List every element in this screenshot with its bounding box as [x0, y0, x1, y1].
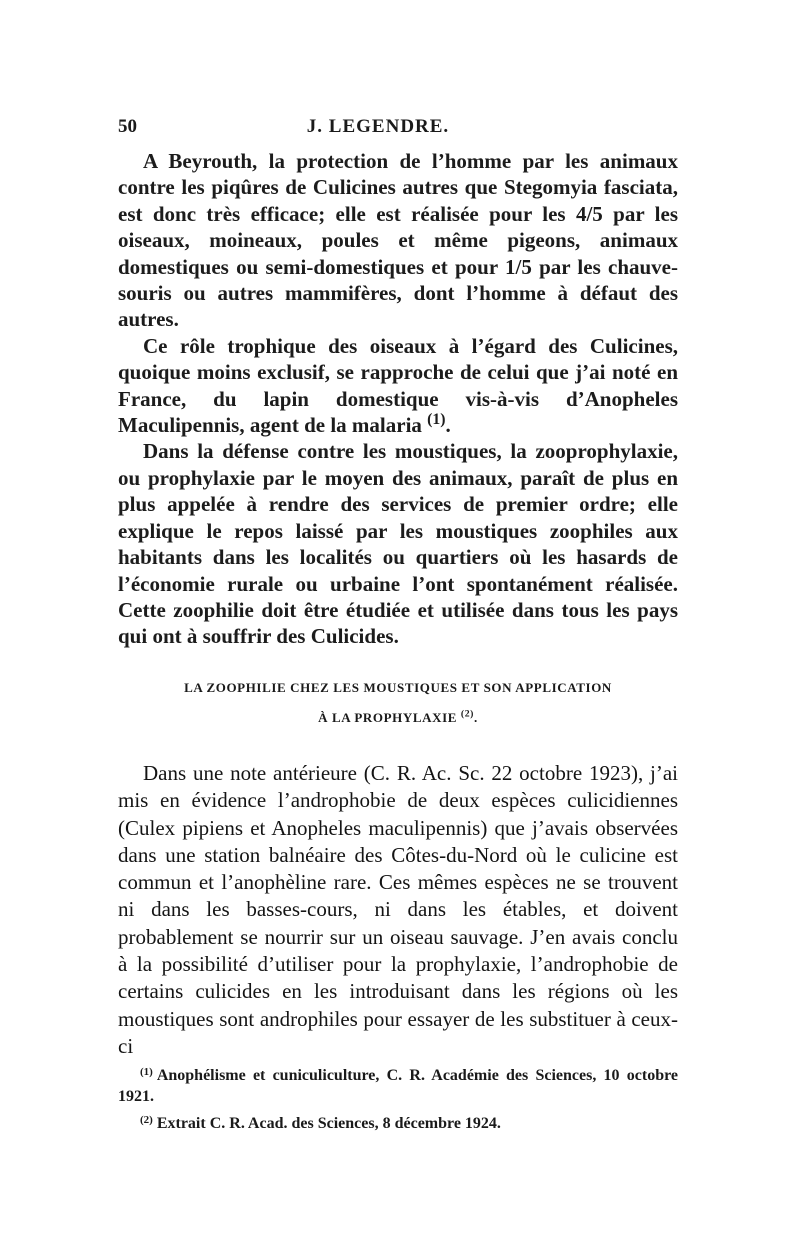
footnotes [118, 1062, 678, 1134]
section-title-line-2-text: À LA PROPHYLAXIE [318, 710, 457, 725]
footnote-2-mark: (2) [140, 1114, 153, 1126]
footnote-2-text: Extrait C. R. Acad. des Sciences, 8 décembre 1924. [156, 1115, 501, 1132]
page-header [118, 116, 678, 146]
footnote-2 [118, 1110, 678, 1134]
running-title: J. LEGENDRE. [306, 116, 450, 137]
page-number: 50 [118, 116, 137, 137]
paragraph-role-trophique [118, 333, 678, 439]
footnote-ref-2: (2) [460, 708, 475, 720]
paragraph-zooprophylaxie: Dans la défense contre les moustiques, la zooprophylaxie, ou prophylaxie par le moyen des animaux, paraît de plus en plus appelée à rendre des services de premier ordre; elle explique le repos laissé par les moustiques zoophiles aux habitants dans les localités ou quartiers où les hasards de l’économie rurale ou urbaine l’ont spontanément réalisée. Cette zoophilie doit être étudiée et utilisée dans tous les pays qui ont à souffrir des Culicides. [118, 439, 678, 649]
paragraph-beyrouth: A Beyrouth, la protection de l’homme par les animaux contre les piqûres de Culicines autres que Stegomyia fasciata, est donc très efficace; elle est réalisée pour les 4/5 par les oiseaux, moineaux, poules et même pigeons, animaux domestiques ou semi-domestiques et pour 1/5 par les chauve-souris ou autres mammifères, dont l’homme à défaut des autres. [118, 149, 678, 332]
text-block-top [118, 148, 678, 650]
paragraph-note-anterieure: Dans une note antérieure (C. R. Ac. Sc. 22 octobre 1923), j’ai mis en évidence l’androphobie de deux espèces culicidiennes (Culex pipiens et Anopheles maculipennis) que j’avais observées dans une station balnéaire des Côtes-du-Nord où le culicine est commun et l’anophèline rare. Ces mêmes espèces ne se trouvent ni dans les basses-cours, ni dans les étables, et doivent probablement se nourrir sur un oiseau sauvage. J’en avais conclu à la possibilité d’utiliser pour la prophylaxie, l’androphobie de certains culicides en les introduisant dans les régions où les moustiques sont androphiles pour essayer de les substituer à ceux-ci [118, 761, 678, 1058]
text-block-section [118, 760, 678, 1060]
section-title-end: . [474, 710, 478, 725]
section-title-line-2 [118, 710, 678, 726]
footnote-1-text: Anophélisme et cuniculiculture, C. R. Académie des Sciences, 10 octobre 1921. [118, 1067, 678, 1105]
paragraph-role-trophique-text: Ce rôle trophique des oiseaux à l’égard des Culicines, quoique moins exclusif, se rapproche de celui que j’ai noté en France, du lapin domestique vis-à-vis d’Anopheles Maculipennis, agent de la malaria [118, 333, 678, 438]
footnote-ref-1: (1) [427, 411, 446, 429]
section-title-line-1: LA ZOOPHILIE CHEZ LES MOUSTIQUES ET SON APPLICATION [184, 680, 612, 695]
footnote-ref-1-end: . [445, 413, 451, 438]
footnote-1 [118, 1062, 678, 1107]
footnote-1-mark: (1) [140, 1066, 153, 1078]
